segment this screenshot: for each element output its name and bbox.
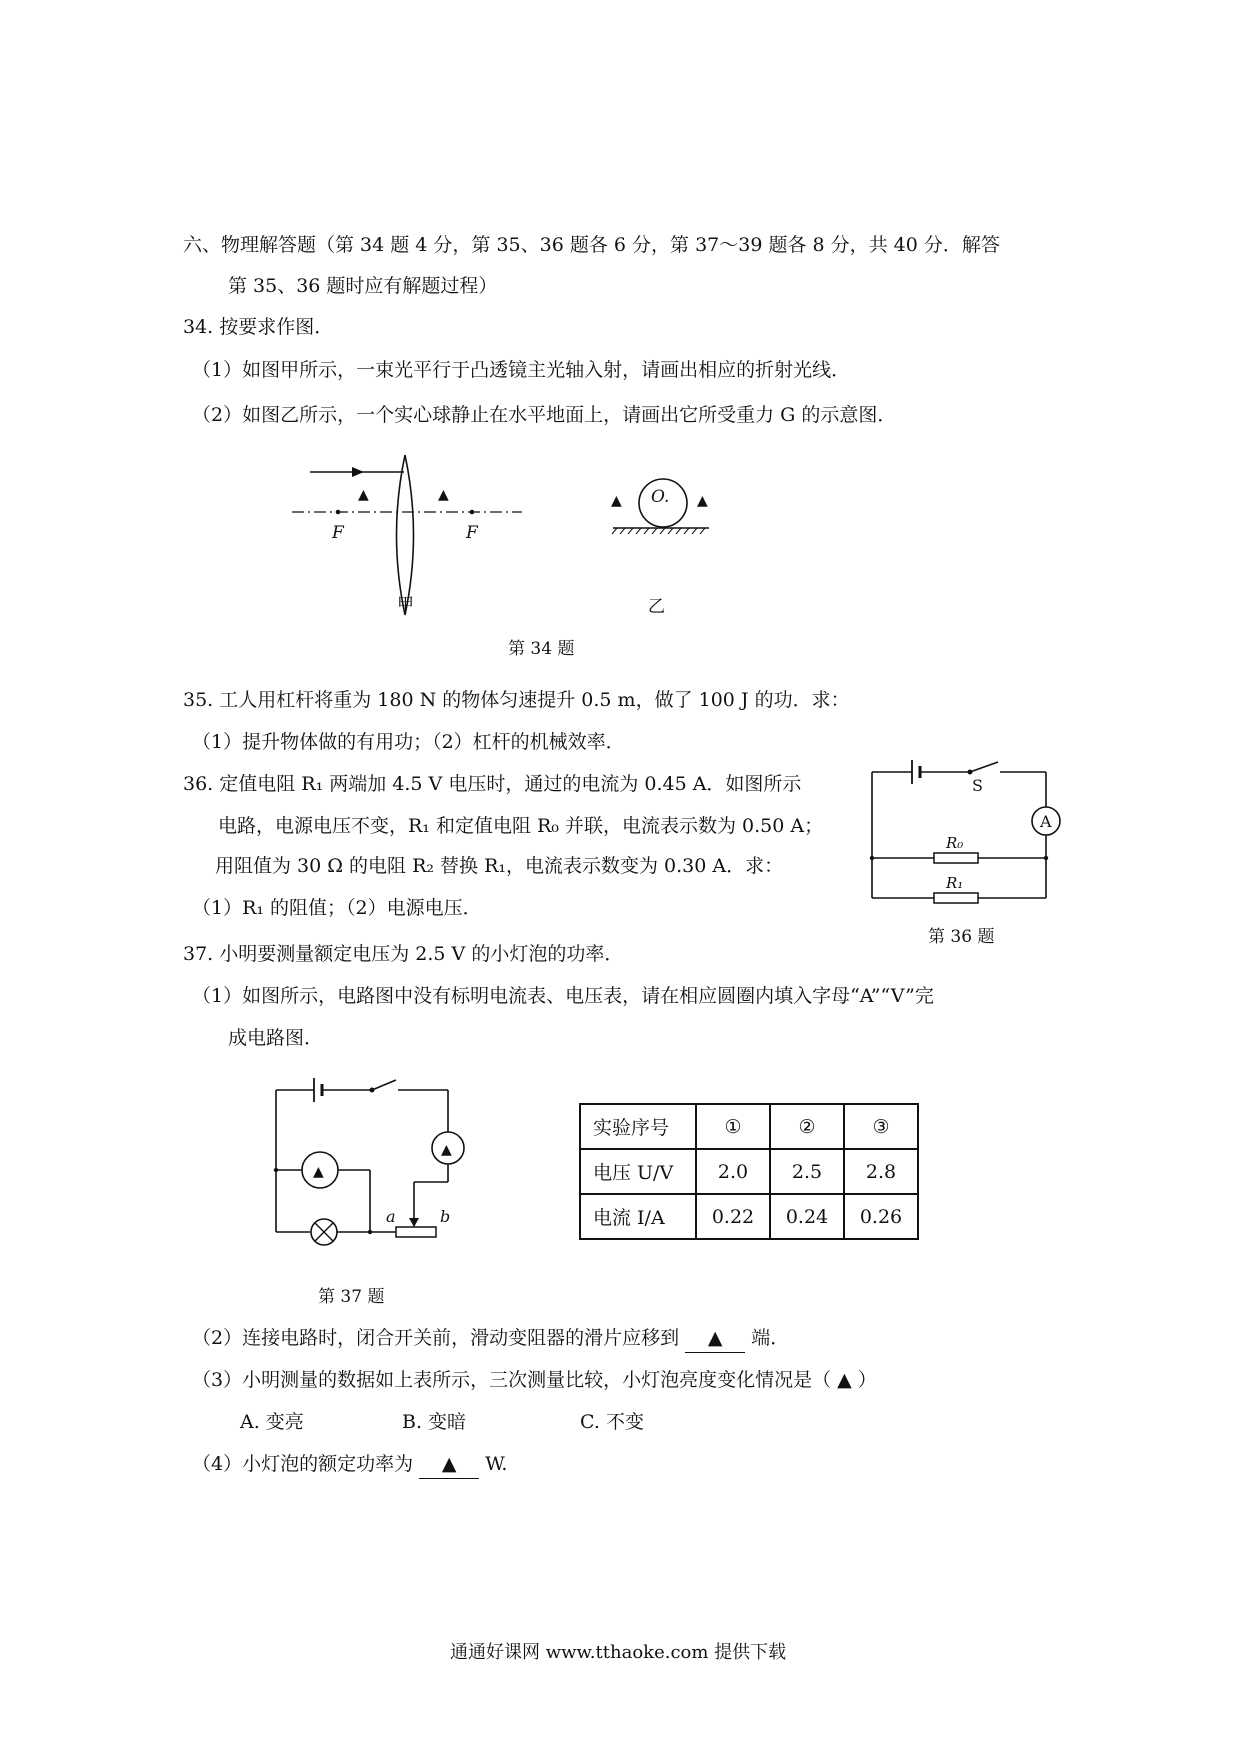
focus-label-right: F: [466, 523, 478, 543]
table-cell: 2.8: [844, 1149, 918, 1194]
table-cell: 2.5: [770, 1149, 844, 1194]
answer-blank[interactable]: ▲: [685, 1324, 745, 1353]
option-b[interactable]: B. 变暗: [402, 1411, 467, 1433]
table-row: [580, 1149, 918, 1194]
rheostat-end-a: a: [386, 1207, 396, 1226]
table-cell: 实验序号: [580, 1104, 696, 1149]
q34-caption: 第 34 题: [508, 639, 575, 659]
rheostat-end-b: b: [440, 1207, 451, 1226]
q37-part3: （3）小明测量的数据如上表所示，三次测量比较，小灯泡亮度变化情况是（ ▲ ）: [192, 1369, 877, 1391]
circuit-q37: [268, 1078, 478, 1248]
q36-line2: 电路，电源电压不变，R₁ 和定值电阻 R₀ 并联，电流表示数为 0.50 A；: [218, 815, 824, 837]
option-c[interactable]: C. 不变: [580, 1411, 644, 1433]
table-cell: ①: [696, 1104, 770, 1149]
table-cell: ③: [844, 1104, 918, 1149]
data-table: [579, 1103, 919, 1240]
table-cell: 电压 U/V: [580, 1149, 696, 1194]
switch-label: S: [972, 776, 983, 795]
q36-parts: （1）R₁ 的阻值；（2）电源电压．: [192, 897, 482, 919]
answer-blank[interactable]: ▲: [419, 1450, 479, 1479]
focus-label-left: F: [332, 523, 344, 543]
q35-stem: 35. 工人用杠杆将重为 180 N 的物体匀速提升 0.5 m，做了 100 J 的功．求：: [183, 689, 850, 711]
table-cell: ②: [770, 1104, 844, 1149]
q36-line1: 36. 定值电阻 R₁ 两端加 4.5 V 电压时，通过的电流为 0.45 A．如图所示: [183, 773, 802, 795]
ammeter-label: A: [1040, 812, 1052, 831]
q36-line3: 用阻值为 30 Ω 的电阻 R₂ 替换 R₁，电流表示数变为 0.30 A．求：: [215, 855, 784, 877]
option-a[interactable]: A. 变亮: [240, 1411, 304, 1433]
answer-marker: ▲: [611, 493, 622, 509]
circuit-q36: [870, 758, 1060, 908]
q37-part4-text: （4）小灯泡的额定功率为: [192, 1453, 414, 1475]
table-cell: 2.0: [696, 1149, 770, 1194]
answer-marker: ▲: [441, 1142, 452, 1158]
table-cell: 0.24: [770, 1194, 844, 1239]
table-cell: 0.22: [696, 1194, 770, 1239]
q35-parts: （1）提升物体做的有用功；（2）杠杆的机械效率．: [192, 731, 625, 753]
footer-watermark: 通通好课网 www.tthaoke.com 提供下载: [450, 1642, 787, 1663]
table-cell: 电流 I/A: [580, 1194, 696, 1239]
q37-caption: 第 37 题: [318, 1287, 385, 1307]
center-label: O.: [651, 487, 670, 507]
q37-part1-continued: 成电路图．: [228, 1027, 324, 1049]
section-title: 六、物理解答题（第 34 题 4 分，第 35、36 题各 6 分，第 37～39 题各 8 分，共 40 分．解答: [183, 234, 1000, 256]
figure-ball: [605, 480, 725, 540]
answer-marker: ▲: [313, 1164, 324, 1180]
table-header-row: [580, 1104, 918, 1149]
answer-marker: ▲: [697, 493, 708, 509]
q37-part4: [192, 1450, 507, 1479]
q36-caption: 第 36 题: [928, 927, 995, 947]
r0-label: R₀: [946, 834, 964, 852]
q37-part1: （1）如图所示，电路图中没有标明电流表、电压表，请在相应圆圈内填入字母“A”“V”完: [192, 985, 934, 1007]
section-title-continued: 第 35、36 题时应有解题过程）: [228, 275, 498, 297]
r1-label: R₁: [946, 874, 964, 892]
q34-stem: 34. 按要求作图．: [183, 316, 334, 338]
q34-part1: （1）如图甲所示，一束光平行于凸透镜主光轴入射，请画出相应的折射光线．: [192, 359, 851, 381]
figure-a-label: 甲: [397, 595, 414, 615]
q37-stem: 37. 小明要测量额定电压为 2.5 V 的小灯泡的功率．: [183, 943, 624, 965]
answer-marker: ▲: [438, 487, 449, 503]
figure-b-label: 乙: [648, 597, 665, 617]
table-row: [580, 1194, 918, 1239]
q37-part2-suffix: 端．: [751, 1327, 790, 1349]
q34-part2: （2）如图乙所示，一个实心球静止在水平地面上，请画出它所受重力 G 的示意图．: [192, 404, 897, 426]
q37-part2-text: （2）连接电路时，闭合开关前，滑动变阻器的滑片应移到: [192, 1327, 680, 1349]
table-cell: 0.26: [844, 1194, 918, 1239]
q37-part2: [192, 1324, 789, 1353]
answer-marker: ▲: [358, 487, 369, 503]
q37-part4-unit: W.: [485, 1453, 508, 1475]
